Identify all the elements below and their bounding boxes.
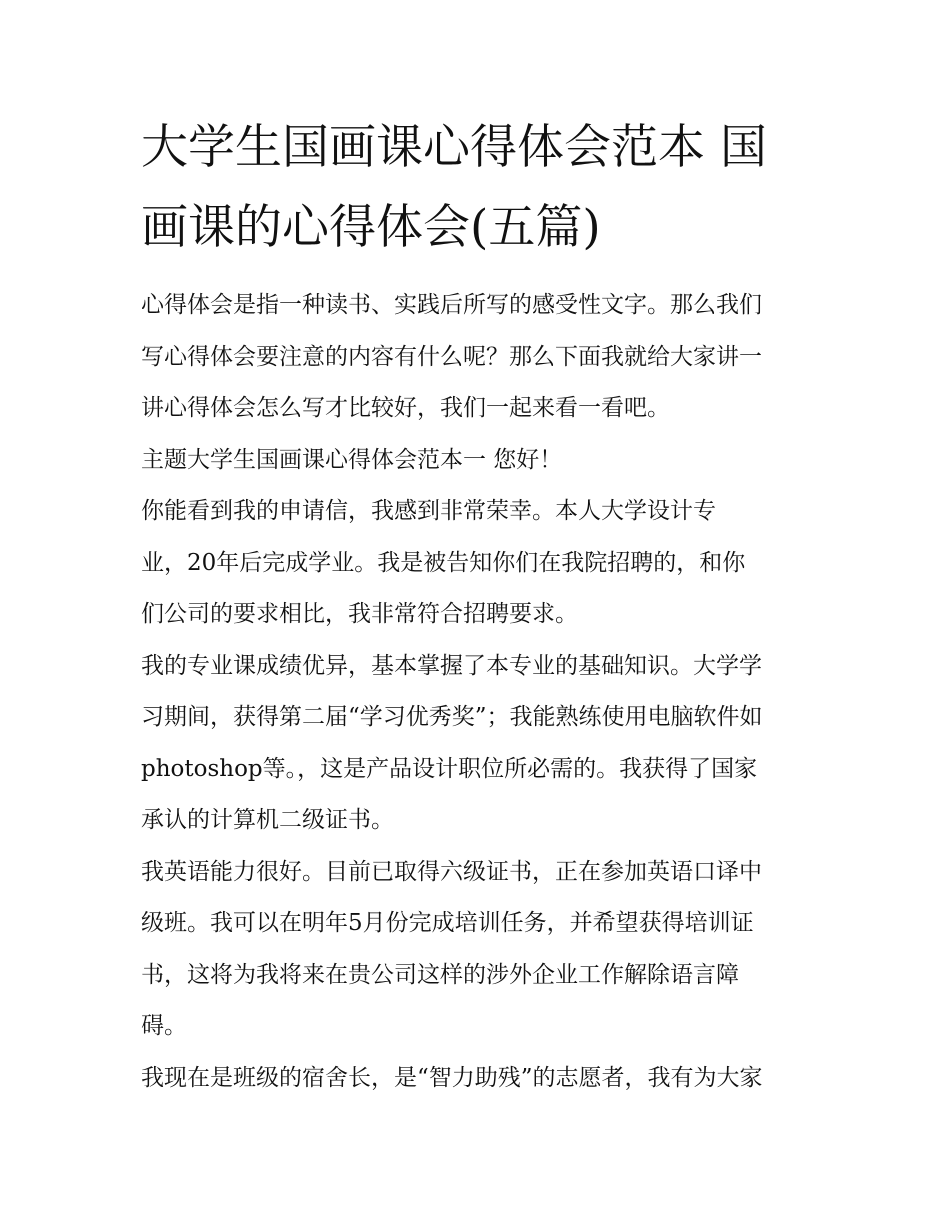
paragraph-activities — [141, 1053, 813, 1105]
text-line: 讲心得体会怎么写才比较好，我们一起来看一看吧。 — [141, 395, 670, 421]
text-line: 承认的计算机二级证书。 — [141, 807, 394, 833]
text-line: 碍。 — [141, 1013, 187, 1039]
paragraph-application — [141, 486, 813, 641]
title-line: 大学生国画课心得体会范本 国 — [141, 120, 767, 175]
text-line: 写心得体会要注意的内容有什么呢？那么下面我就给大家讲一 — [141, 343, 762, 370]
text-line: 习期间，获得第二届“学习优秀奖”；我能熟练使用电脑软件如 — [141, 704, 763, 730]
text-line: 我的专业课成绩优异，基本掌握了本专业的基础知识。大学学 — [141, 652, 762, 679]
text-line: 主题大学生国画课心得体会范本一 您好！ — [141, 446, 563, 473]
document-body — [141, 108, 813, 1104]
paragraph-section-heading — [141, 435, 813, 487]
paragraph-intro — [141, 280, 813, 435]
text-line: 们公司的要求相比，我非常符合招聘要求。 — [141, 601, 578, 627]
text-line: photoshop等。，这是产品设计职位所必需的。我获得了国家 — [141, 755, 758, 782]
text-line: 我英语能力很好。目前已取得六级证书，正在参加英语口译中 — [141, 858, 762, 885]
text-line: 级班。我可以在明年5月份完成培训任务，并希望获得培训证 — [141, 910, 754, 936]
paragraph-academics — [141, 641, 813, 847]
document-title — [141, 108, 813, 268]
text-line: 书，这将为我将来在贵公司这样的涉外企业工作解除语言障 — [141, 961, 739, 988]
text-line: 你能看到我的申请信，我感到非常荣幸。本人大学设计专 — [141, 498, 716, 524]
paragraph-english — [141, 847, 813, 1053]
title-line: 画课的心得体会(五篇) — [141, 200, 601, 255]
text-line: 业，20年后完成学业。我是被告知你们在我院招聘的，和你 — [141, 549, 746, 576]
text-line: 我现在是班级的宿舍长，是“智力助残”的志愿者，我有为大家 — [141, 1064, 763, 1091]
text-line: 心得体会是指一种读书、实践后所写的感受性文字。那么我们 — [141, 292, 762, 318]
